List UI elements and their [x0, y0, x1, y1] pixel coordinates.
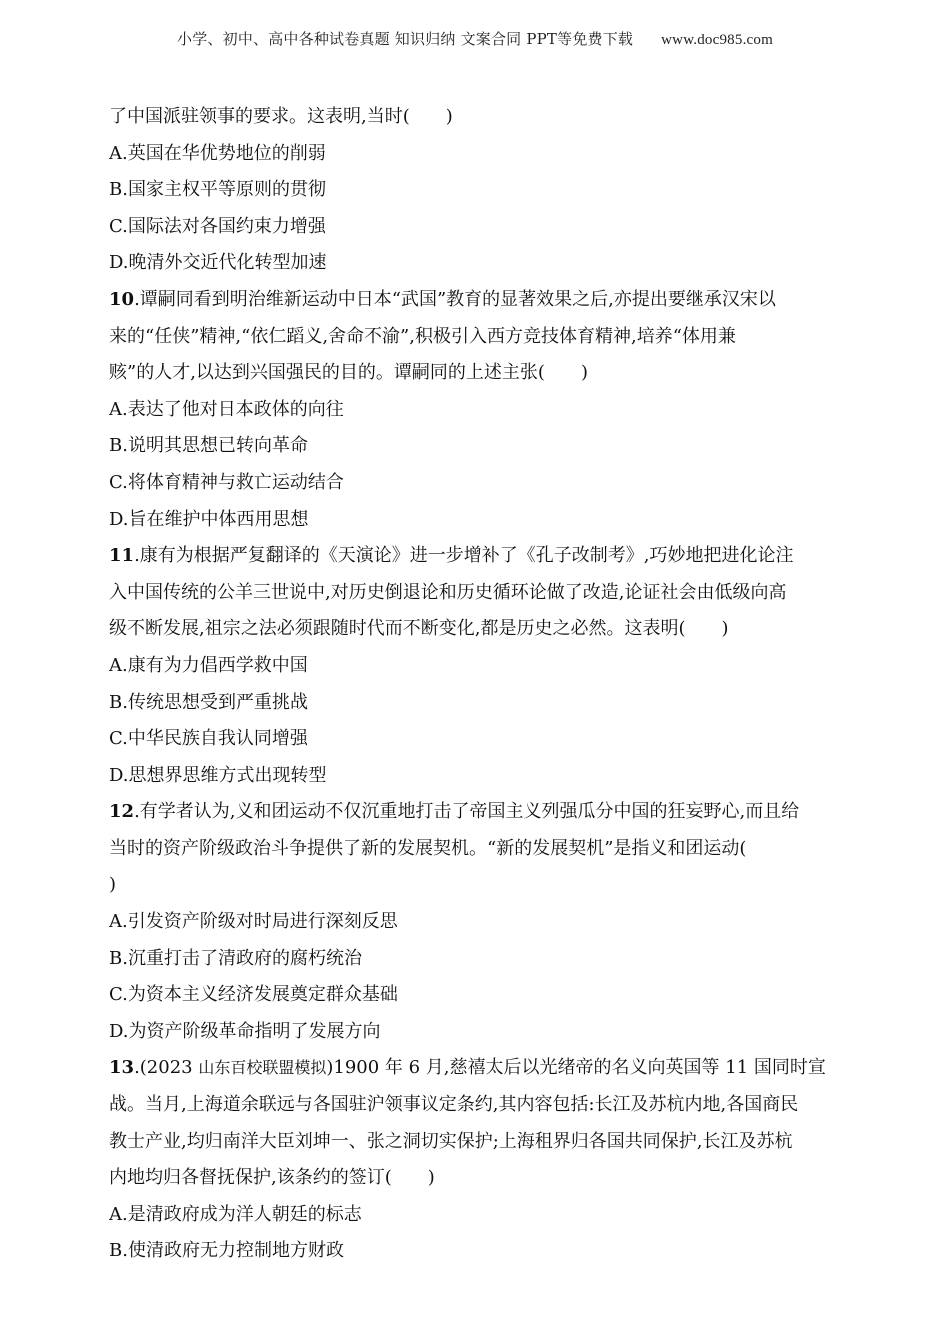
question-number: 13 [109, 1057, 135, 1079]
question-10 [109, 282, 841, 538]
option-d: D.思想界思维方式出现转型 [109, 764, 327, 786]
option-a: A.是清政府成为洋人朝廷的标志 [109, 1203, 362, 1225]
question-9 [109, 99, 841, 282]
stem-text: .康有为根据严复翻译的《天演论》进一步增补了《孔子改制考》,巧妙地把进化论注 [134, 545, 794, 567]
option-b: B.说明其思想已转向革命 [109, 435, 308, 457]
stem-text: .(2023 [134, 1057, 199, 1079]
document-body [109, 99, 841, 1270]
question-stem: 战。当月,上海道余联远与各国驻沪领事议定条约,其内容包括:长江及苏杭内地,各国商民 [109, 1094, 799, 1116]
question-stem: 内地均归各督抚保护,该条约的签订( ) [109, 1167, 435, 1189]
question-stem [109, 1050, 841, 1087]
question-stem: 入中国传统的公羊三世说中,对历史倒退论和历史循环论做了改造,论证社会由低级向高 [109, 581, 787, 603]
question-stem: ) [109, 874, 117, 896]
question-stem: 赅”的人才,以达到兴国强民的目的。谭嗣同的上述主张( ) [109, 362, 588, 384]
question-stem [109, 282, 841, 319]
question-source: 山东百校联盟模拟 [198, 1058, 327, 1078]
question-stem: 来的“任侠”精神,“依仁蹈义,舍命不渝”,积极引入西方竞技体育精神,培养“体用兼 [109, 325, 736, 347]
question-11 [109, 538, 841, 794]
option-a: A.英国在华优势地位的削弱 [109, 142, 326, 164]
question-stem [109, 538, 841, 575]
question-13 [109, 1050, 841, 1270]
option-a: A.引发资产阶级对时局进行深刻反思 [109, 911, 398, 933]
question-number: 10 [109, 288, 135, 310]
header-site: www.doc985.com [661, 32, 773, 48]
option-b: B.使清政府无力控制地方财政 [109, 1240, 344, 1262]
option-a: A.表达了他对日本政体的向往 [109, 398, 344, 420]
option-c: C.为资本主义经济发展奠定群众基础 [109, 984, 398, 1006]
question-stem: 级不断发展,祖宗之法必须跟随时代而不断变化,都是历史之必然。这表明( ) [109, 618, 729, 640]
question-number: 11 [109, 545, 135, 567]
option-b: B.国家主权平等原则的贯彻 [109, 179, 326, 201]
stem-text: .有学者认为,义和团运动不仅沉重地打击了帝国主义列强瓜分中国的狂妄野心,而且给 [134, 801, 800, 823]
page-header [0, 28, 950, 49]
option-b: B.沉重打击了清政府的腐朽统治 [109, 947, 362, 969]
option-d: D.晚清外交近代化转型加速 [109, 252, 327, 274]
option-c: C.将体育精神与救亡运动结合 [109, 471, 344, 493]
option-d: D.旨在维护中体西用思想 [109, 508, 309, 530]
question-stem [109, 794, 841, 831]
question-stem: 了中国派驻领事的要求。这表明,当时( ) [109, 106, 453, 127]
question-12 [109, 794, 841, 1050]
stem-text: .谭嗣同看到明治维新运动中日本“武国”教育的显著效果之后,亦提出要继承汉宋以 [134, 288, 776, 310]
option-c: C.国际法对各国约束力增强 [109, 215, 326, 237]
stem-text: )1900 年 6 月,慈禧太后以光绪帝的名义向英国等 11 国同时宣 [326, 1057, 826, 1079]
header-text: 小学、初中、高中各种试卷真题 知识归纳 文案合同 PPT等免费下载 [177, 30, 634, 48]
question-stem: 教士产业,均归南洋大臣刘坤一、张之洞切实保护;上海租界归各国共同保护,长江及苏杭 [109, 1130, 793, 1152]
option-d: D.为资产阶级革命指明了发展方向 [109, 1020, 381, 1042]
option-a: A.康有为力倡西学救中国 [109, 654, 308, 676]
question-stem: 当时的资产阶级政治斗争提供了新的发展契机。“新的发展契机”是指义和团运动( [109, 837, 747, 859]
option-b: B.传统思想受到严重挑战 [109, 691, 308, 713]
question-number: 12 [109, 801, 135, 823]
option-c: C.中华民族自我认同增强 [109, 728, 308, 750]
